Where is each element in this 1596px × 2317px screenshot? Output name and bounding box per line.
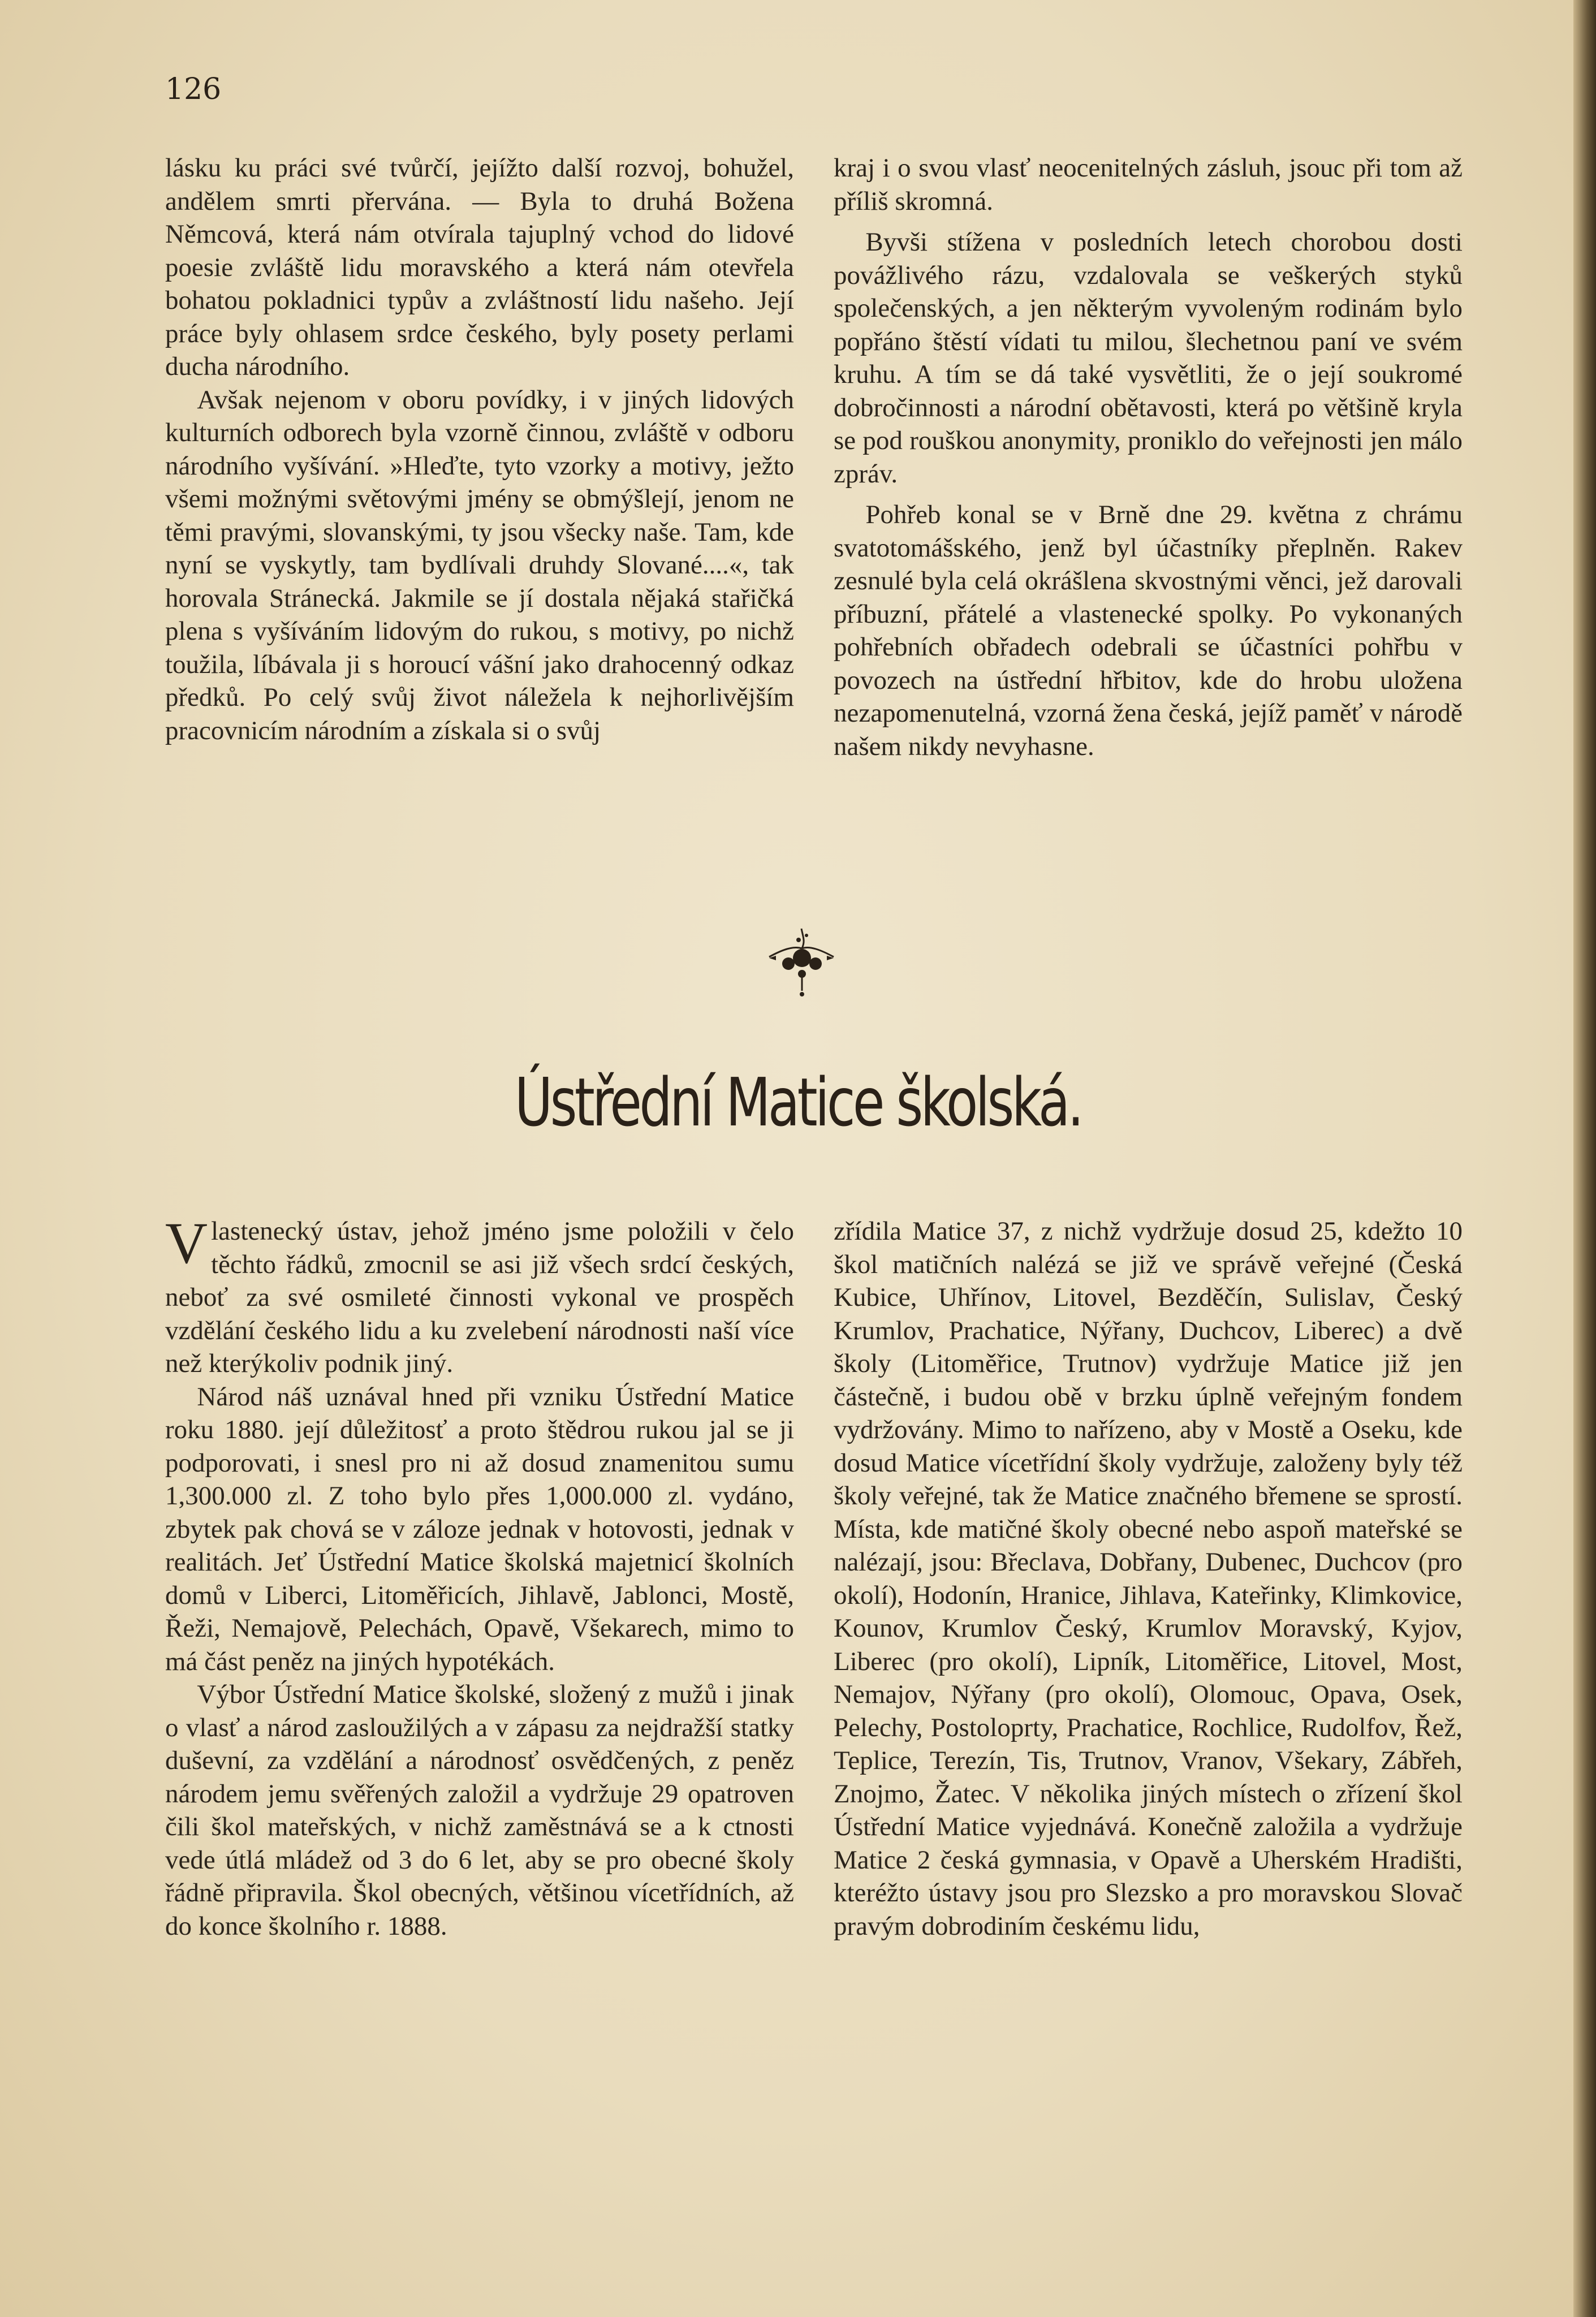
paragraph <box>165 1211 794 1380</box>
paragraph: kraj i o svou vlasť neocenitelných zásluh, jsouc při tom až příliš skromná. <box>834 153 1463 216</box>
drop-cap: V <box>165 1211 208 1276</box>
top-right-column <box>834 152 1463 763</box>
article-title: Ústřední Matice školská. <box>514 1063 1082 1141</box>
paragraph: zřídila Matice 37, z nichž vydržuje dosud 25, kdežto 10 škol matičních nalézá se již ve správě veřejné (Česká Kubice, Uhřínov, Litovel, Bezděčín, Sulislav, Český Krumlov, Prachatice, Nýřany, Duchcov, Liberec) a dvě školy (Litoměřice, Trutnov) vydržuje Matice již jen částečně, i budou obě v brzku úplně veřejným fondem vydržovány. Mimo to nařízeno, aby v Mostě a Oseku, kde dosud Matice vícetřídní školy vydržuje, založeny byly též školy veřejné, tak že Matice značného břemene se sprostí. Místa, kde matičné školy obecné nebo aspoň mateřské se nalézají, jsou: Břeclava, Dobřany, Dubenec, Duchcov (pro okolí), Hodonín, Hranice, Jihlava, Kateřinky, Klimkovice, Kounov, Krumlov Český, Krumlov Moravský, Kyjov, Liberec (pro okolí), Lipník, Litoměřice, Litovel, Most, Nemajov, Nýřany (pro okolí), Olomouc, Opava, Osek, Pelechy, Postoloprty, Prachatice, Rochlice, Rudolfov, Řež, Teplice, Terezín, Tis, Trutnov, Vranov, Všekary, Zábřeh, Znojmo, Žatec. V několika jiných místech o zřízení škol Ústřední Matice vyjednává. Konečně založila a vydržuje Matice 2 česká gymnasia, v Opavě a Uherském Hradišti, kteréžto ústavy jsou pro Slezsko a pro moravskou Slovač pravým dobrodiním českému lidu, <box>834 1216 1463 1941</box>
paragraph: lásku ku práci své tvůrčí, jejížto další rozvoj, bohužel, andělem smrti přervána. — Byla to druhá Božena Němcová, která nám otvírala tajuplný vchod do lidové poesie zvláště lidu moravského a která nám otevřela bohatou pokladnici typův a zvláštností lidu našeho. Její práce byly ohlasem srdce českého, byly posety perlami ducha národního. <box>165 153 794 381</box>
paragraph: Národ náš uznával hned při vzniku Ústřední Matice roku 1880. její důležitosť a proto štědrou rukou jal se ji podporovati, i snesl pro ni až dosud znamenitou sumu 1,300.000 zl. Z toho bylo přes 1,000.000 zl. vydáno, zbytek pak chová se v záloze jednak v hotovosti, jednak v realitách. Jeť Ústřední Matice školská majetnicí školních domů v Liberci, Litoměřicích, Jihlavě, Jablonci, Mostě, Řeži, Nemajově, Pelechách, Opavě, Všekarech, mimo to má část peněz na jiných hypotékách. <box>165 1382 794 1676</box>
article-right-column <box>834 1215 1463 1943</box>
floral-ornament-icon <box>765 923 838 1008</box>
paragraph: Avšak nejenom v oboru povídky, i v jiných lidových kulturních odborech byla vzorně činnou, zvláště v odboru národního vyšívání. »Hleďte, tyto vzorky a motivy, ježto všemi možnými světovými jmény se obmýšlejí, jenom ne těmi pravými, slovanskými, ty jsou všecky naše. Tam, kde nyní se vyskytly, tam bydlívali druhdy Slované....«, tak horovala Stránecká. Jakmile se jí dostala nějaká stařičká plena s vyšíváním lidovým do rukou, s motivy, po nichž toužila, líbávala ji s horoucí vášní jako drahocenný odkaz předků. Po celý svůj život náležela k nejhorlivějším pracovnicím národním a získala si o svůj <box>165 385 794 745</box>
paragraph: Výbor Ústřední Matice školské, složený z mužů i jinak o vlasť a národ zasloužilých a v zápasu za nejdražší statky duševní, za vzdělání a národnosť osvědčených, z peněz národem jemu svěřených založil a vydržuje 29 opatroven čili škol mateřských, v nichž zaměstnává se a k ctnosti vede útlá mládež od 3 do 6 let, aby se pro obecné školy řádně připravila. Škol obecných, většinou vícetřídních, až do konce školního r. 1888. <box>165 1680 794 1941</box>
paragraph-text: lastenecký ústav, jehož jméno jsme položili v čelo těchto řádků, zmocnil se asi již všech srdcí českých, neboť za své osmileté činnosti vykonal ve prospěch vzdělání českého lidu a ku zvelebení národnosti naší více než kterýkoliv podnik jiný. <box>165 1216 794 1378</box>
paragraph: Byvši stížena v posledních letech chorobou dosti povážlivého rázu, vzdalovala se veškerých styků společenských, a jen některým vyvoleným rodinám bylo popřáno štěstí vídati tu milou, šlechetnou paní ve svém kruhu. A tím se dá také vysvětliti, že o její soukromé dobročinnosti a národní obětavosti, která po většině kryla se pod rouškou anonymity, proniklo do veřejnosti jen málo zpráv. <box>834 227 1463 489</box>
article-left-column <box>165 1211 794 1943</box>
top-left-column <box>165 152 794 747</box>
paragraph: Pohřeb konal se v Brně dne 29. května z chrámu svatotomášského, jenž byl účastníky přeplněn. Rakev zesnulé byla celá okrášlena skvostnými věnci, jež darovali příbuzní, přátelé a vlastenecké spolky. Po vykonaných pohřebních obřadech odebrali se účastníci pohřbu v povozech na ústřední hřbitov, kde do hrobu uložena nezapomenutelná, vzorná žena česká, jejíž paměť v národě našem nikdy nevyhasne. <box>834 500 1463 761</box>
page-edge <box>1573 0 1596 2317</box>
page-number: 126 <box>165 72 222 106</box>
